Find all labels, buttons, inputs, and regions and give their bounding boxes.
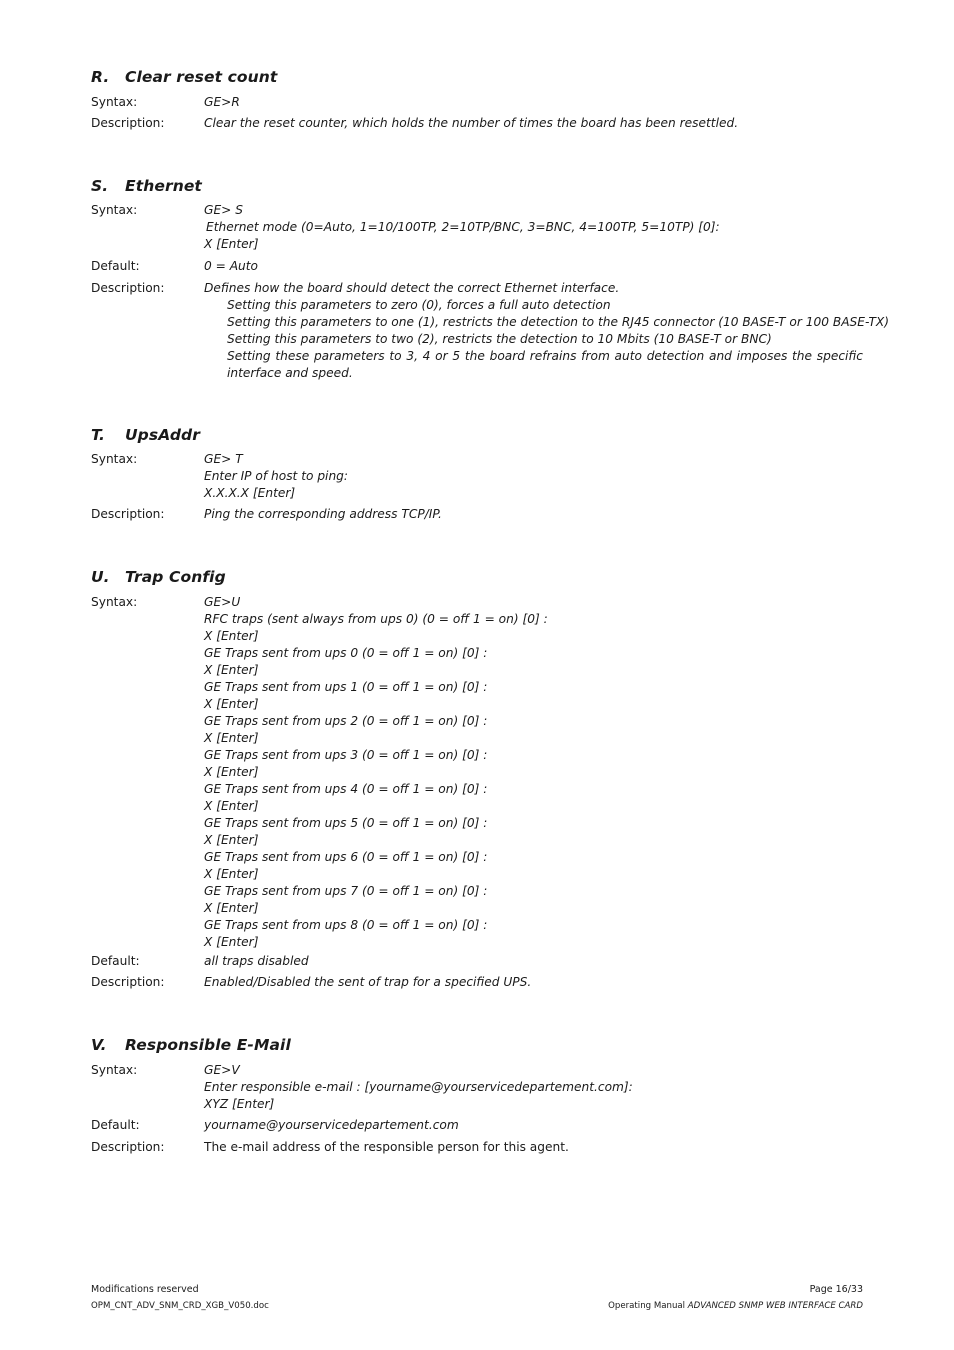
syntax-line: GE Traps sent from ups 6 (0 = off 1 = on) [0] : [204,850,488,864]
footer-manual-name: ADVANCED SNMP WEB INTERFACE CARD [687,1301,863,1311]
syntax-line: X [Enter] [204,663,259,677]
syntax-line: GE Traps sent from ups 3 (0 = off 1 = on) [0] : [204,748,488,762]
description-line: interface and speed. [227,366,353,380]
syntax-line: GE> T [204,452,243,466]
default-label: Default: [91,954,140,968]
syntax-line: RFC traps (sent always from ups 0) (0 = off 1 = on) [0] : [204,612,548,626]
syntax-value [204,1062,863,1113]
syntax-line: GE Traps sent from ups 1 (0 = off 1 = on) [0] : [204,680,488,694]
section-title: UpsAddr [125,426,200,444]
default-line: 0 = Auto [204,259,259,273]
syntax-label: Syntax: [91,595,138,609]
default-value [204,953,863,970]
section-letter: T. [91,426,106,444]
description-value [204,280,890,382]
syntax-line: GE Traps sent from ups 7 (0 = off 1 = on) [0] : [204,884,488,898]
default-value [204,258,863,275]
default-line: yourname@yourservicedepartement.com [204,1118,459,1132]
syntax-line: GE> S [204,203,243,217]
syntax-label: Syntax: [91,1063,138,1077]
syntax-line: X [Enter] [204,799,259,813]
description-label: Description: [91,507,165,521]
syntax-line: GE Traps sent from ups 2 (0 = off 1 = on) [0] : [204,714,488,728]
syntax-label: Syntax: [91,452,138,466]
footer-filename: OPM_CNT_ADV_SNM_CRD_XGB_V050.doc [91,1301,269,1311]
description-line: Setting these parameters to 3, 4 or 5 the board refrains from auto detection and imposes the specific [227,349,863,363]
footer-modifications: Modifications reserved [91,1284,199,1295]
section-title: Trap Config [125,568,226,586]
section-letter: V. [91,1036,107,1054]
footer-manual-prefix: Operating Manual [608,1301,688,1311]
syntax-value [204,94,863,111]
syntax-line: X [Enter] [204,935,259,949]
footer-manual-title [608,1301,863,1311]
description-line: Setting this parameters to zero (0), forces a full auto detection [227,298,611,312]
description-value [204,1139,863,1156]
default-label: Default: [91,259,140,273]
section-heading-r [91,68,277,86]
description-line: Ping the corresponding address TCP/IP. [204,507,442,521]
description-value [204,974,863,991]
description-label: Description: [91,975,165,989]
description-value [204,506,863,523]
syntax-line: X [Enter] [204,765,259,779]
description-line: Setting this parameters to one (1), restricts the detection to the RJ45 connector (10 BASE-T or 100 BASE-TX) [227,315,890,329]
syntax-label: Syntax: [91,203,138,217]
description-label: Description: [91,116,165,130]
syntax-value [204,202,863,253]
syntax-line: Ethernet mode (0=Auto, 1=10/100TP, 2=10TP/BNC, 3=BNC, 4=100TP, 5=10TP) [0]: [206,220,720,234]
syntax-line: XYZ [Enter] [204,1097,275,1111]
description-line: Setting this parameters to two (2), restricts the detection to 10 Mbits (10 BASE-T or BNC) [227,332,772,346]
syntax-line: GE Traps sent from ups 5 (0 = off 1 = on) [0] : [204,816,488,830]
footer-page-number: Page 16/33 [809,1284,863,1295]
section-heading-u [91,568,226,586]
section-heading-v [91,1036,291,1054]
syntax-line: X [Enter] [204,901,259,915]
description-line: Defines how the board should detect the correct Ethernet interface. [204,281,620,295]
section-heading-t [91,426,200,444]
default-line: all traps disabled [204,954,309,968]
syntax-line: Enter IP of host to ping: [204,469,349,483]
syntax-line: GE Traps sent from ups 8 (0 = off 1 = on) [0] : [204,918,488,932]
section-letter: U. [91,568,110,586]
syntax-line: X.X.X.X [Enter] [204,486,296,500]
syntax-line: X [Enter] [204,833,259,847]
description-label: Description: [91,281,165,295]
section-heading-s [91,177,202,195]
description-line: Enabled/Disabled the sent of trap for a specified UPS. [204,975,532,989]
syntax-line: X [Enter] [204,237,259,251]
syntax-line: X [Enter] [204,629,259,643]
syntax-value [204,594,863,951]
section-title: Responsible E-Mail [125,1036,291,1054]
description-label: Description: [91,1140,165,1154]
syntax-line: Enter responsible e-mail : [yourname@yourservicedepartement.com]: [204,1080,633,1094]
section-title: Clear reset count [125,68,278,86]
syntax-label: Syntax: [91,95,138,109]
default-value [204,1117,863,1134]
syntax-line: X [Enter] [204,867,259,881]
syntax-line: X [Enter] [204,731,259,745]
syntax-line: GE>R [204,95,240,109]
default-label: Default: [91,1118,140,1132]
section-letter: S. [91,177,109,195]
syntax-line: GE>V [204,1063,240,1077]
description-line: Clear the reset counter, which holds the number of times the board has been resettled. [204,116,739,130]
syntax-value [204,451,863,502]
syntax-line: GE>U [204,595,241,609]
syntax-line: GE Traps sent from ups 0 (0 = off 1 = on) [0] : [204,646,488,660]
syntax-line: GE Traps sent from ups 4 (0 = off 1 = on) [0] : [204,782,488,796]
section-title: Ethernet [125,177,202,195]
description-line: The e-mail address of the responsible person for this agent. [204,1140,569,1154]
syntax-line: X [Enter] [204,697,259,711]
section-letter: R. [91,68,110,86]
description-value [204,115,863,132]
